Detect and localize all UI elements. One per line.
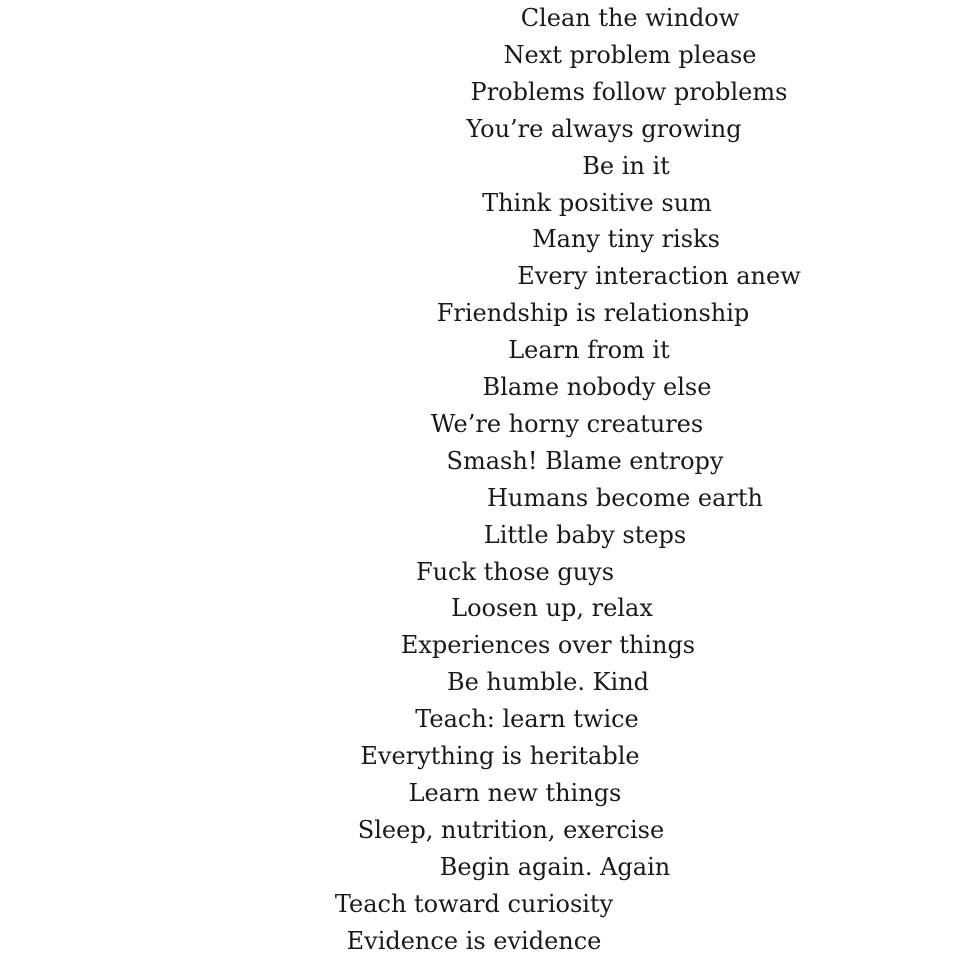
poem-line: Clean the window bbox=[520, 4, 740, 32]
poem-line: Experiences over things bbox=[400, 631, 696, 660]
poem-line: Everything is heritable bbox=[360, 742, 640, 770]
poem-line: Friendship is relationship bbox=[436, 299, 750, 328]
poem-line: Blame nobody else bbox=[482, 373, 712, 401]
poem-line: Learn new things bbox=[408, 778, 622, 807]
poem-line: Sleep, nutrition, exercise bbox=[357, 815, 665, 844]
poem-line: Little baby steps bbox=[483, 520, 687, 549]
poem-line: Many tiny risks bbox=[532, 225, 720, 254]
poem-line: Learn from it bbox=[508, 336, 670, 365]
poem-line: You’re always growing bbox=[466, 114, 742, 143]
poem-line: Humans become earth bbox=[487, 483, 763, 512]
poem-line: Begin again. Again bbox=[439, 852, 671, 881]
poem-line: Smash! Blame entropy bbox=[446, 446, 724, 475]
poem-line: Teach toward curiosity bbox=[334, 889, 614, 918]
poem-line: Fuck those guys bbox=[415, 557, 615, 586]
poem-line: Be in it bbox=[582, 151, 670, 180]
poem-line: Loosen up, relax bbox=[451, 594, 653, 623]
poem-line: Be humble. Kind bbox=[446, 668, 650, 697]
poem-line: Problems follow problems bbox=[470, 77, 788, 106]
poem-line: Teach: learn twice bbox=[415, 705, 639, 734]
poem-line: Every interaction anew bbox=[517, 262, 801, 291]
poem-line: We’re horny creatures bbox=[430, 409, 704, 438]
poem-line: Think positive sum bbox=[482, 188, 712, 217]
poem-line: Evidence is evidence bbox=[346, 926, 602, 955]
poem-line: Next problem please bbox=[503, 40, 757, 69]
